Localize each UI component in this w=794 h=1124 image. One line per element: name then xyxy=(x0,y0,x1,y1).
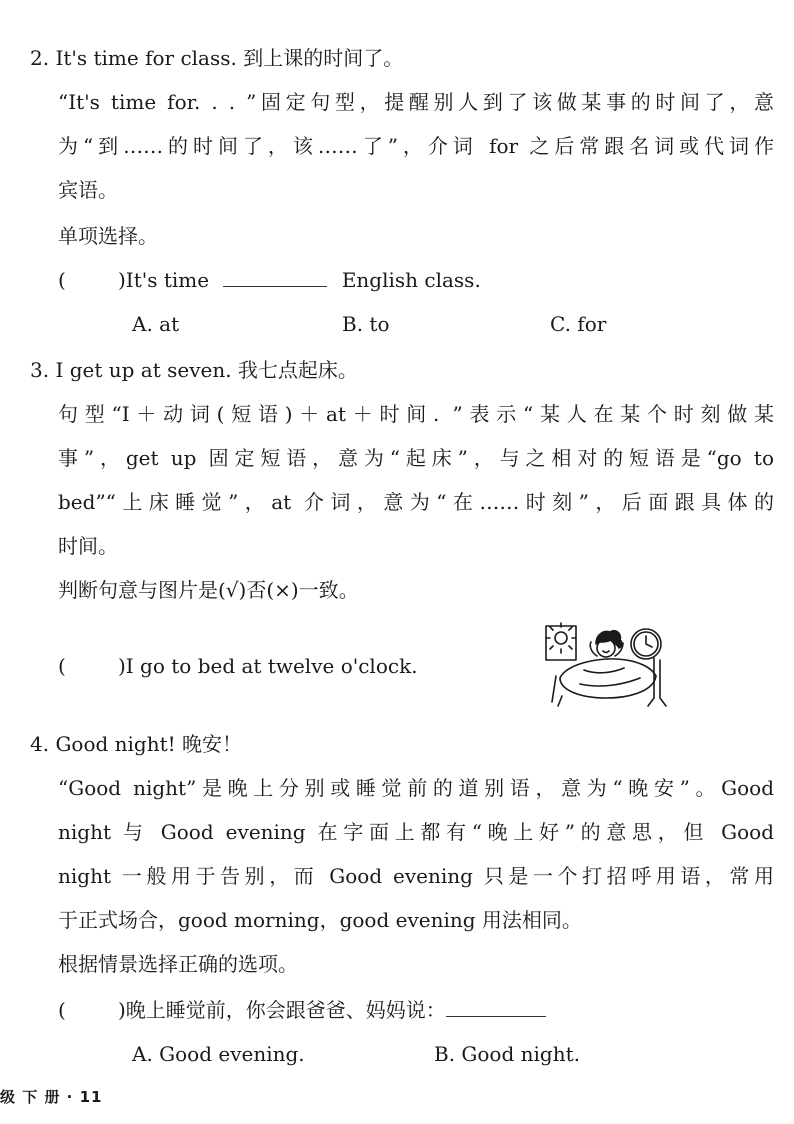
option-b[interactable]: B. Good night. xyxy=(434,1042,580,1066)
option-b[interactable]: B. to xyxy=(342,312,390,336)
item2-question-text xyxy=(118,266,481,294)
item3-explain-line: 句型“I＋动词(短语)＋at＋时间. ”表示“某人在某个时刻做某 xyxy=(58,402,774,426)
answer-paren-open: ( xyxy=(58,268,66,292)
question-text: )It's time xyxy=(118,268,210,292)
item2-task: 单项选择。 xyxy=(58,224,158,248)
option-a[interactable]: A. Good evening. xyxy=(132,1042,305,1066)
item3-task: 判断句意与图片是(√)否(×)一致。 xyxy=(58,578,359,602)
answer-paren-open: ( xyxy=(58,998,66,1022)
item2-question xyxy=(58,266,66,294)
answer-blank[interactable] xyxy=(223,286,327,287)
sun-icon xyxy=(555,632,567,644)
item4-task: 根据情景选择正确的选项。 xyxy=(58,952,298,976)
item4-explain-line: 于正式场合，good morning，good evening 用法相同。 xyxy=(58,908,582,932)
item2-heading: 2. It's time for class. 到上课的时间了。 xyxy=(30,46,404,70)
page-footer: 级 下 册 · 11 xyxy=(0,1088,103,1106)
item4-explain-line: “Good night”是晚上分别或睡觉前的道别语，意为“晚安”。Good xyxy=(58,776,774,800)
item4-question xyxy=(118,996,546,1024)
window-shape xyxy=(546,626,576,660)
item3-explain-line: 时间。 xyxy=(58,534,118,558)
answer-paren-open: ( xyxy=(58,654,66,678)
answer-blank[interactable] xyxy=(446,1016,546,1017)
item4-explain-line: night 一般用于告别，而 Good evening 只是一个打招呼用语，常用 xyxy=(58,864,774,888)
item3-explain-line: bed”“上床睡觉”，at 介词，意为“在……时刻”，后面跟具体的 xyxy=(58,490,774,514)
question-text: )晚上睡觉前，你会跟爸爸、妈妈说： xyxy=(118,998,446,1022)
item4-heading: 4. Good night! 晚安！ xyxy=(30,732,243,756)
item2-explain-line: 宾语。 xyxy=(58,178,118,202)
item2-explain-line: “It's time for. . . ”固定句型，提醒别人到了该做某事的时间了，意 xyxy=(58,90,774,114)
item3-heading: 3. I get up at seven. 我七点起床。 xyxy=(30,358,358,382)
wake-up-illustration xyxy=(540,618,670,710)
item3-question-text: )I go to bed at twelve o'clock. xyxy=(118,654,418,678)
option-a[interactable]: A. at xyxy=(132,312,180,336)
item4-explain-line: night 与 Good evening 在字面上都有“晚上好”的意思，但 Good xyxy=(58,820,774,844)
option-c[interactable]: C. for xyxy=(550,312,607,336)
question-text-after: English class. xyxy=(341,268,481,292)
item3-explain-line: 事”，get up 固定短语，意为“起床”，与之相对的短语是“go to xyxy=(58,446,774,470)
item2-explain-line: 为“到……的时间了，该……了”，介词 for 之后常跟名词或代词作 xyxy=(58,134,774,158)
